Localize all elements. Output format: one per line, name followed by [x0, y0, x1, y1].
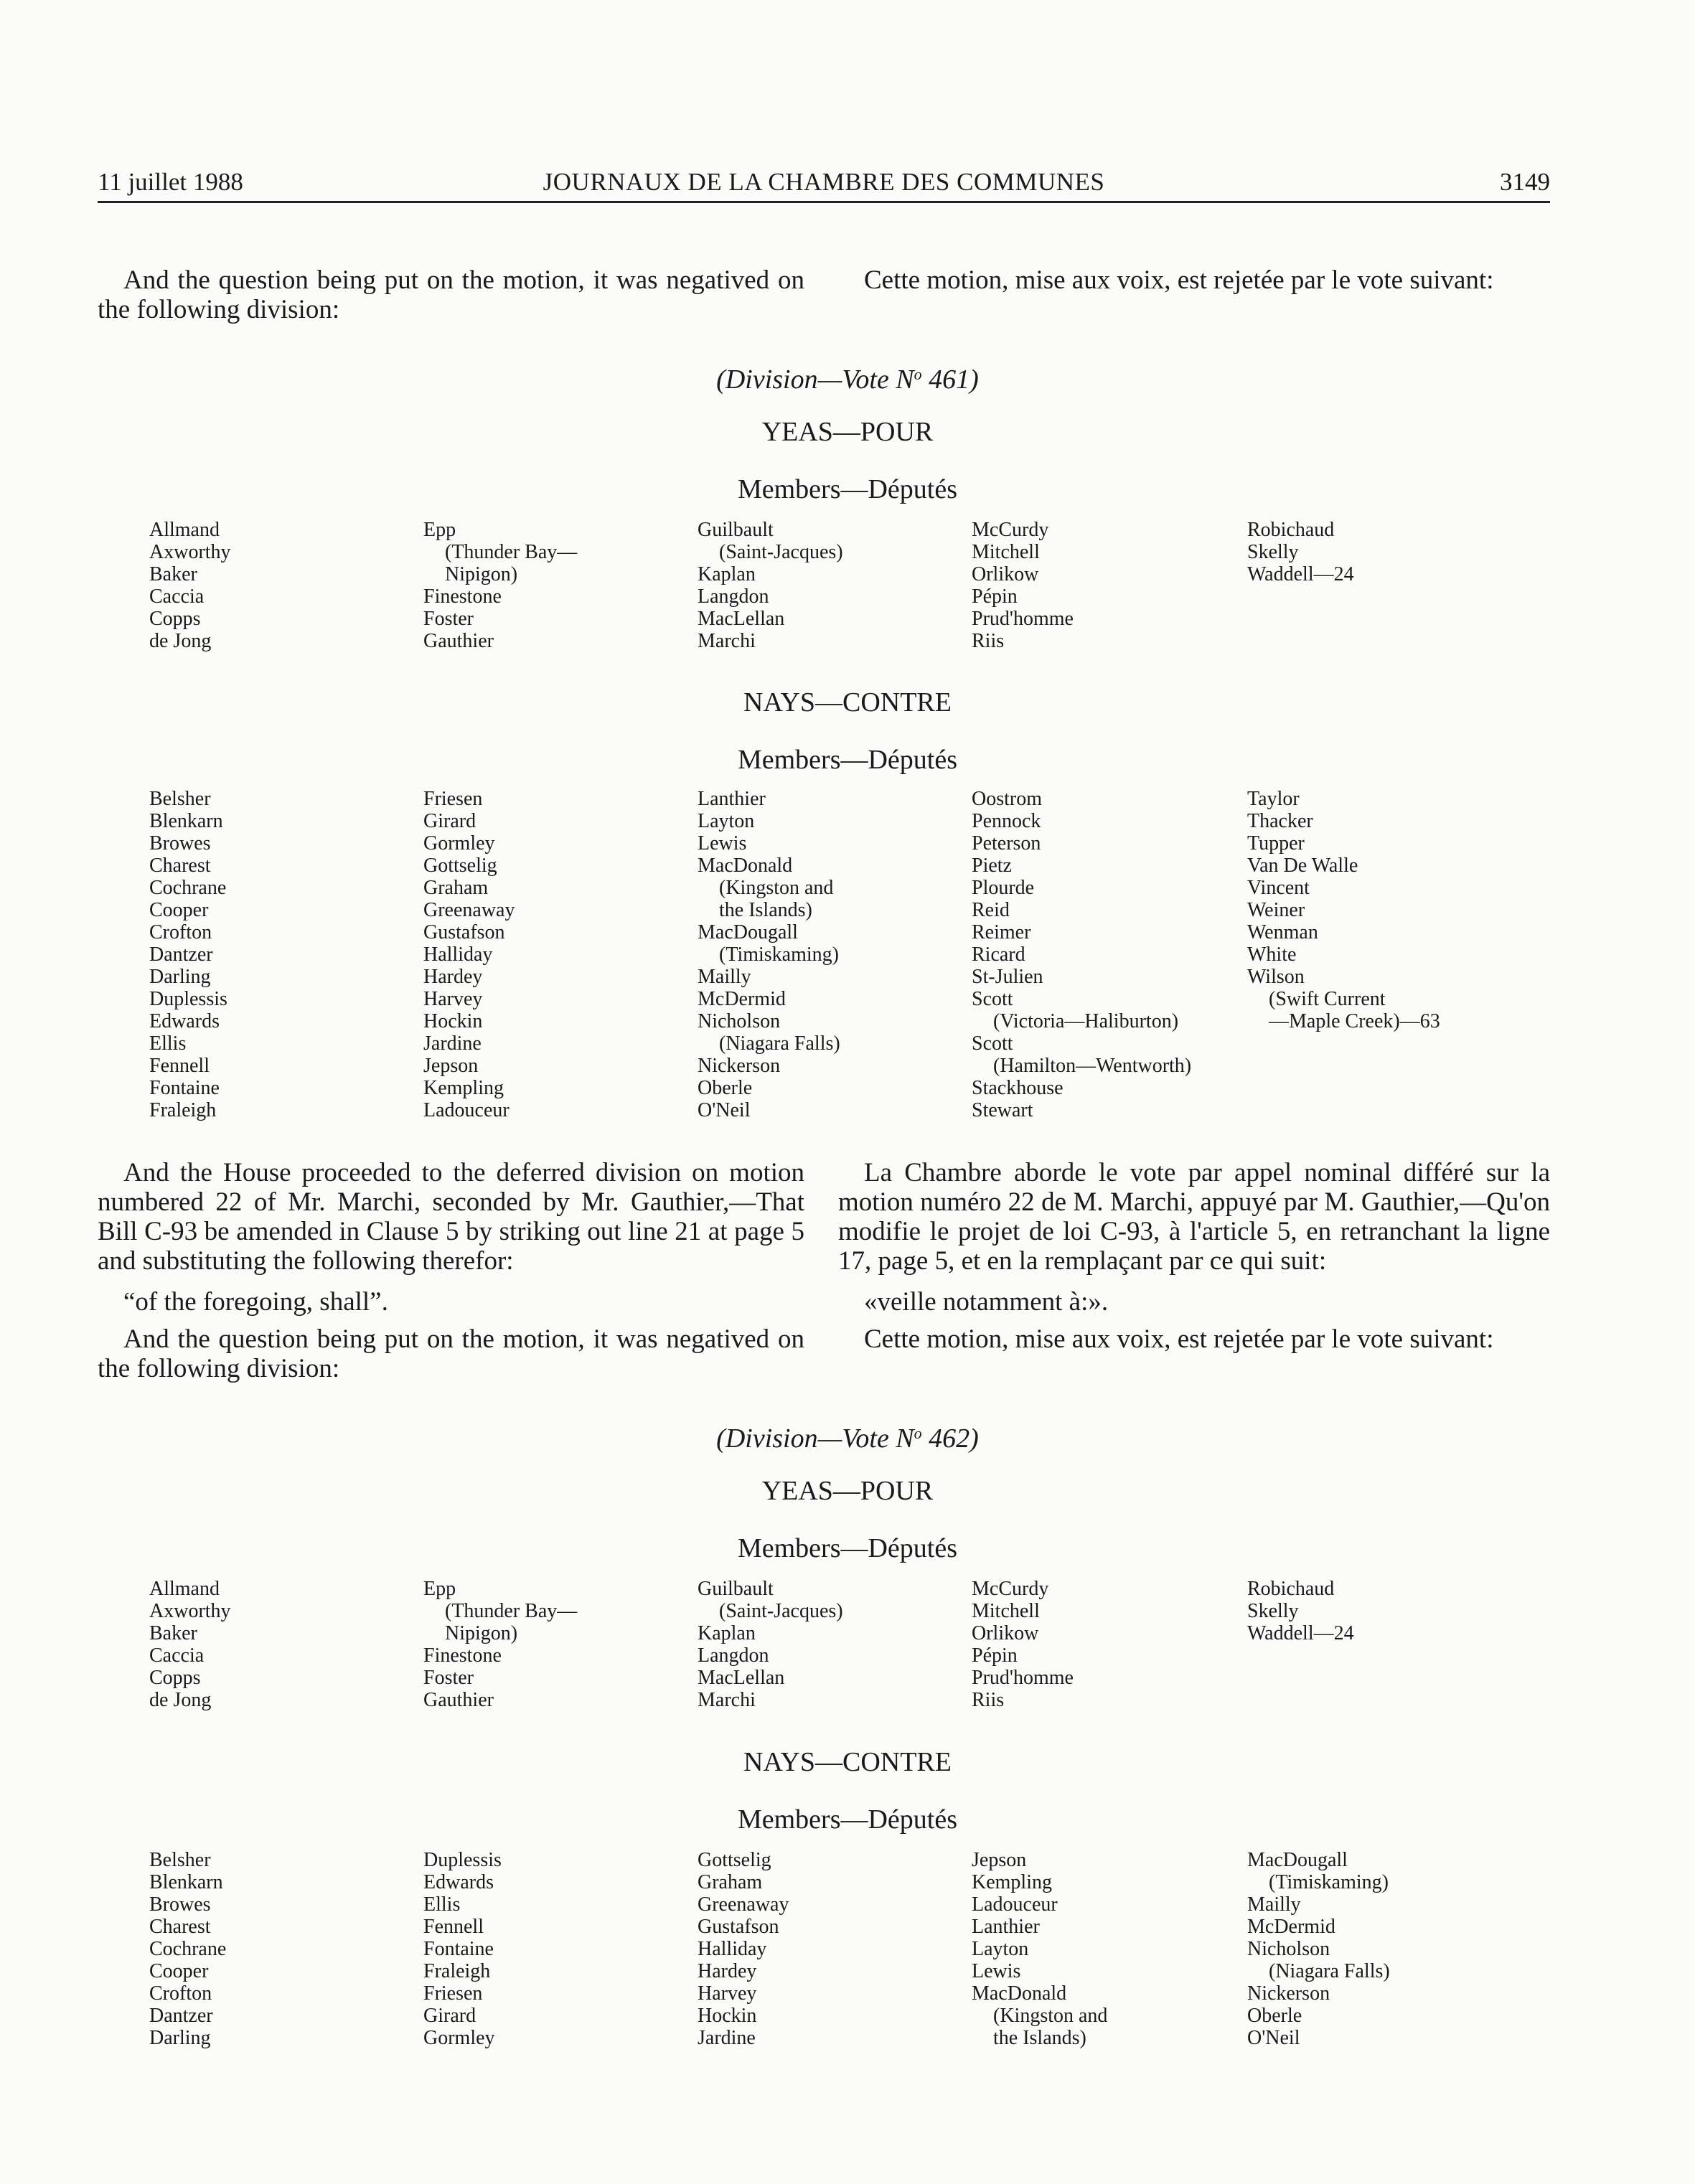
- member-name: Fontaine: [423, 1938, 494, 1960]
- member-name: Crofton: [149, 1982, 212, 2005]
- member-name: Finestone: [423, 585, 502, 608]
- member-name: MacDougall: [698, 921, 798, 943]
- member-name: Foster: [423, 608, 474, 630]
- member-name: Graham: [698, 1871, 763, 1893]
- member-name: Nickerson: [698, 1055, 781, 1077]
- member-name: Ricard: [972, 943, 1025, 966]
- division-462-heading: (Division—Vote $N^o$ 462): [716, 1423, 979, 1454]
- member-name: Vincent: [1247, 877, 1310, 899]
- member-name: Thacker: [1247, 810, 1313, 832]
- member-name: (Timiskaming): [719, 943, 839, 966]
- member-name: (Swift Current: [1269, 988, 1386, 1010]
- member-name: Gauthier: [423, 630, 494, 652]
- member-name: the Islands): [719, 899, 812, 921]
- member-name: Nipigon): [445, 563, 518, 585]
- division-461-yeas-col-4: [972, 519, 1074, 652]
- member-name: Blenkarn: [149, 1871, 223, 1893]
- member-name: MacLellan: [698, 608, 785, 630]
- member-name: Jepson: [423, 1055, 479, 1077]
- member-name: Cooper: [149, 899, 209, 921]
- member-name: —Maple Creek)—63: [1269, 1010, 1440, 1032]
- member-name: Stewart: [972, 1099, 1033, 1121]
- division-461-yeas-col-5: [1247, 519, 1354, 585]
- member-name: Harvey: [423, 988, 483, 1010]
- member-name: Gormley: [423, 832, 495, 855]
- division-461-yeas-members-title: Members—Députés: [737, 474, 958, 504]
- member-name: (Saint-Jacques): [719, 1600, 843, 1622]
- member-name: Tupper: [1247, 832, 1305, 855]
- member-name: Nicholson: [698, 1010, 781, 1032]
- member-name: Guilbault: [698, 1578, 774, 1600]
- member-name: Allmand: [149, 1578, 220, 1600]
- member-name: Charest: [149, 855, 211, 877]
- member-name: Charest: [149, 1916, 211, 1938]
- member-name: Copps: [149, 608, 201, 630]
- motion-en: And the House proceeded to the deferred division on motion numbered 22 of Mr. Marchi, seconded by Mr. Gauthier,—That Bill C-93 be amended in Clause 5 by striking out line 21 at page 5 and substituting the following therefor:: [98, 1158, 804, 1276]
- member-name: Kaplan: [698, 1622, 756, 1644]
- motion-fr: La Chambre aborde le vote par appel nominal différé sur la motion numéro 22 de M. Marchi, appuyé par M. Gauthier,—Qu'on modifie le projet de loi C-93, à l'article 5, en retranchant la ligne 17, page 5, et en la remplaçant par ce qui suit:: [838, 1158, 1550, 1276]
- member-name: Oostrom: [972, 788, 1042, 810]
- member-name: Kaplan: [698, 563, 756, 585]
- member-name: Gauthier: [423, 1689, 494, 1711]
- division-462-yeas-col-2: [423, 1578, 577, 1711]
- member-name: Ellis: [149, 1032, 187, 1055]
- division-462-nays-title: NAYS—CONTRE: [743, 1747, 952, 1777]
- member-name: Darling: [149, 2027, 211, 2049]
- member-name: O'Neil: [698, 1099, 751, 1121]
- member-name: the Islands): [993, 2027, 1086, 2049]
- member-name: (Niagara Falls): [719, 1032, 840, 1055]
- member-name: (Victoria—Haliburton): [993, 1010, 1179, 1032]
- result-intro-fr: Cette motion, mise aux voix, est rejetée par le vote suivant:: [864, 1324, 1494, 1354]
- member-name: Hardey: [423, 966, 483, 988]
- member-name: Waddell—24: [1247, 563, 1354, 585]
- member-name: MacDonald: [698, 855, 793, 877]
- member-name: Copps: [149, 1667, 201, 1689]
- member-name: Layton: [972, 1938, 1029, 1960]
- member-name: Hockin: [698, 2005, 757, 2027]
- member-name: Kempling: [972, 1871, 1052, 1893]
- division-462-yeas-col-1: [149, 1578, 231, 1711]
- member-name: Greenaway: [698, 1893, 789, 1916]
- member-name: Graham: [423, 877, 489, 899]
- member-name: Marchi: [698, 630, 756, 652]
- member-name: Hockin: [423, 1010, 483, 1032]
- member-name: Browes: [149, 832, 211, 855]
- member-name: Crofton: [149, 921, 212, 943]
- member-name: Plourde: [972, 877, 1035, 899]
- member-name: Pépin: [972, 1644, 1018, 1667]
- member-name: Ladouceur: [423, 1099, 510, 1121]
- intro-en: And the question being put on the motion, it was negatived on the following division:: [98, 265, 804, 324]
- division-462-nays-col-1: [149, 1849, 226, 2049]
- member-name: Langdon: [698, 585, 769, 608]
- member-name: MacDougall: [1247, 1849, 1348, 1871]
- division-462-yeas-title: YEAS—POUR: [761, 1476, 934, 1506]
- member-name: Riis: [972, 630, 1005, 652]
- member-name: Mailly: [698, 966, 751, 988]
- member-name: Stackhouse: [972, 1077, 1064, 1099]
- member-name: Gottselig: [698, 1849, 771, 1871]
- member-name: Orlikow: [972, 1622, 1039, 1644]
- division-461-heading: (Division—Vote $N^o$ 461): [716, 364, 979, 395]
- member-name: Lewis: [972, 1960, 1021, 1982]
- member-name: Edwards: [423, 1871, 494, 1893]
- member-name: Orlikow: [972, 563, 1039, 585]
- member-name: Kempling: [423, 1077, 504, 1099]
- division-461-nays-col-5: [1247, 788, 1440, 1032]
- member-name: Cooper: [149, 1960, 209, 1982]
- member-name: Gormley: [423, 2027, 495, 2049]
- member-name: (Kingston and: [993, 2005, 1108, 2027]
- result-intro-en: And the question being put on the motion, it was negatived on the following division:: [98, 1324, 804, 1383]
- member-name: Friesen: [423, 1982, 483, 2005]
- header-page-number: 3149: [1500, 168, 1550, 196]
- member-name: Layton: [698, 810, 755, 832]
- member-name: Friesen: [423, 788, 483, 810]
- member-name: Girard: [423, 2005, 476, 2027]
- member-name: Caccia: [149, 585, 205, 608]
- member-name: Skelly: [1247, 1600, 1299, 1622]
- member-name: Cochrane: [149, 1938, 227, 1960]
- division-462-nays-members-title: Members—Députés: [737, 1804, 958, 1835]
- division-462-nays-col-4: [972, 1849, 1107, 2049]
- member-name: Fontaine: [149, 1077, 220, 1099]
- member-name: Pennock: [972, 810, 1041, 832]
- member-name: Foster: [423, 1667, 474, 1689]
- member-name: Prud'homme: [972, 1667, 1074, 1689]
- member-name: (Hamilton—Wentworth): [993, 1055, 1192, 1077]
- amendment-text-en: “of the foregoing, shall”.: [123, 1287, 388, 1317]
- member-name: Darling: [149, 966, 211, 988]
- member-name: Greenaway: [423, 899, 515, 921]
- member-name: Allmand: [149, 519, 220, 541]
- member-name: Langdon: [698, 1644, 769, 1667]
- member-name: Fraleigh: [423, 1960, 491, 1982]
- division-461-nays-col-3: [698, 788, 840, 1121]
- member-name: Marchi: [698, 1689, 756, 1711]
- division-461-nays-members-title: Members—Députés: [737, 745, 958, 775]
- member-name: Baker: [149, 563, 197, 585]
- division-462-yeas-col-5: [1247, 1578, 1354, 1644]
- division-461-nays-col-1: [149, 788, 227, 1121]
- member-name: Axworthy: [149, 1600, 231, 1622]
- member-name: Axworthy: [149, 541, 231, 563]
- member-name: Peterson: [972, 832, 1041, 855]
- member-name: Girard: [423, 810, 476, 832]
- page-header: [98, 164, 1550, 203]
- member-name: Jardine: [698, 2027, 756, 2049]
- amendment-text-fr: «veille notamment à:».: [864, 1287, 1109, 1317]
- member-name: Fennell: [423, 1916, 484, 1938]
- header-title: JOURNAUX DE LA CHAMBRE DES COMMUNES: [543, 168, 1105, 196]
- member-name: Prud'homme: [972, 608, 1074, 630]
- member-name: Pépin: [972, 585, 1018, 608]
- member-name: White: [1247, 943, 1297, 966]
- member-name: Duplessis: [423, 1849, 502, 1871]
- member-name: Blenkarn: [149, 810, 223, 832]
- division-461-nays-col-2: [423, 788, 515, 1121]
- member-name: Waddell—24: [1247, 1622, 1354, 1644]
- member-name: Wenman: [1247, 921, 1318, 943]
- member-name: Scott: [972, 1032, 1013, 1055]
- member-name: Gottselig: [423, 855, 497, 877]
- member-name: MacDonald: [972, 1982, 1067, 2005]
- member-name: Cochrane: [149, 877, 227, 899]
- division-462-nays-col-3: [698, 1849, 789, 2049]
- member-name: Gustafson: [423, 921, 505, 943]
- member-name: Scott: [972, 988, 1013, 1010]
- division-461-yeas-col-1: [149, 519, 231, 652]
- division-461-yeas-col-3: [698, 519, 843, 652]
- member-name: Gustafson: [698, 1916, 779, 1938]
- member-name: Nipigon): [445, 1622, 518, 1644]
- member-name: Guilbault: [698, 519, 774, 541]
- member-name: Ellis: [423, 1893, 461, 1916]
- member-name: Mailly: [1247, 1893, 1301, 1916]
- member-name: (Thunder Bay—: [445, 541, 578, 563]
- member-name: McDermid: [698, 988, 786, 1010]
- member-name: Robichaud: [1247, 519, 1335, 541]
- member-name: Lanthier: [698, 788, 766, 810]
- member-name: Taylor: [1247, 788, 1300, 810]
- member-name: Dantzer: [149, 943, 213, 966]
- member-name: (Thunder Bay—: [445, 1600, 578, 1622]
- member-name: Browes: [149, 1893, 211, 1916]
- member-name: St-Julien: [972, 966, 1043, 988]
- member-name: McDermid: [1247, 1916, 1335, 1938]
- member-name: McCurdy: [972, 519, 1049, 541]
- member-name: Ladouceur: [972, 1893, 1058, 1916]
- member-name: Reimer: [972, 921, 1031, 943]
- intro-fr: Cette motion, mise aux voix, est rejetée par le vote suivant:: [864, 265, 1494, 295]
- member-name: MacLellan: [698, 1667, 785, 1689]
- member-name: Robichaud: [1247, 1578, 1335, 1600]
- member-name: Nicholson: [1247, 1938, 1330, 1960]
- member-name: Halliday: [698, 1938, 767, 1960]
- member-name: Belsher: [149, 1849, 211, 1871]
- member-name: Skelly: [1247, 541, 1299, 563]
- member-name: (Niagara Falls): [1269, 1960, 1390, 1982]
- member-name: Weiner: [1247, 899, 1305, 921]
- member-name: Fennell: [149, 1055, 210, 1077]
- division-462-yeas-col-3: [698, 1578, 843, 1711]
- member-name: McCurdy: [972, 1578, 1049, 1600]
- header-date: 11 juillet 1988: [98, 168, 243, 196]
- member-name: Riis: [972, 1689, 1005, 1711]
- member-name: Nickerson: [1247, 1982, 1330, 2005]
- division-461-nays-col-4: [972, 788, 1191, 1121]
- division-462-nays-col-2: [423, 1849, 502, 2049]
- member-name: (Kingston and: [719, 877, 834, 899]
- member-name: (Saint-Jacques): [719, 541, 843, 563]
- member-name: Dantzer: [149, 2005, 213, 2027]
- member-name: Oberle: [698, 1077, 753, 1099]
- member-name: Lanthier: [972, 1916, 1040, 1938]
- member-name: Epp: [423, 1578, 456, 1600]
- division-461-nays-title: NAYS—CONTRE: [743, 687, 952, 717]
- member-name: Halliday: [423, 943, 493, 966]
- member-name: Caccia: [149, 1644, 205, 1667]
- division-462-nays-col-5: [1247, 1849, 1390, 2049]
- member-name: de Jong: [149, 1689, 212, 1711]
- member-name: Fraleigh: [149, 1099, 217, 1121]
- member-name: Harvey: [698, 1982, 757, 2005]
- member-name: (Timiskaming): [1269, 1871, 1389, 1893]
- member-name: O'Neil: [1247, 2027, 1300, 2049]
- member-name: Finestone: [423, 1644, 502, 1667]
- member-name: Pietz: [972, 855, 1012, 877]
- member-name: Wilson: [1247, 966, 1305, 988]
- member-name: Oberle: [1247, 2005, 1302, 2027]
- division-461-yeas-title: YEAS—POUR: [761, 417, 934, 447]
- member-name: Lewis: [698, 832, 747, 855]
- member-name: Baker: [149, 1622, 197, 1644]
- division-461-yeas-col-2: [423, 519, 577, 652]
- member-name: Hardey: [698, 1960, 757, 1982]
- member-name: Reid: [972, 899, 1010, 921]
- member-name: Jardine: [423, 1032, 482, 1055]
- member-name: Edwards: [149, 1010, 220, 1032]
- member-name: Duplessis: [149, 988, 227, 1010]
- member-name: Epp: [423, 519, 456, 541]
- division-462-yeas-members-title: Members—Députés: [737, 1533, 958, 1563]
- member-name: Mitchell: [972, 541, 1040, 563]
- division-462-yeas-col-4: [972, 1578, 1074, 1711]
- member-name: Belsher: [149, 788, 211, 810]
- member-name: de Jong: [149, 630, 212, 652]
- member-name: Jepson: [972, 1849, 1027, 1871]
- member-name: Van De Walle: [1247, 855, 1358, 877]
- member-name: Mitchell: [972, 1600, 1040, 1622]
